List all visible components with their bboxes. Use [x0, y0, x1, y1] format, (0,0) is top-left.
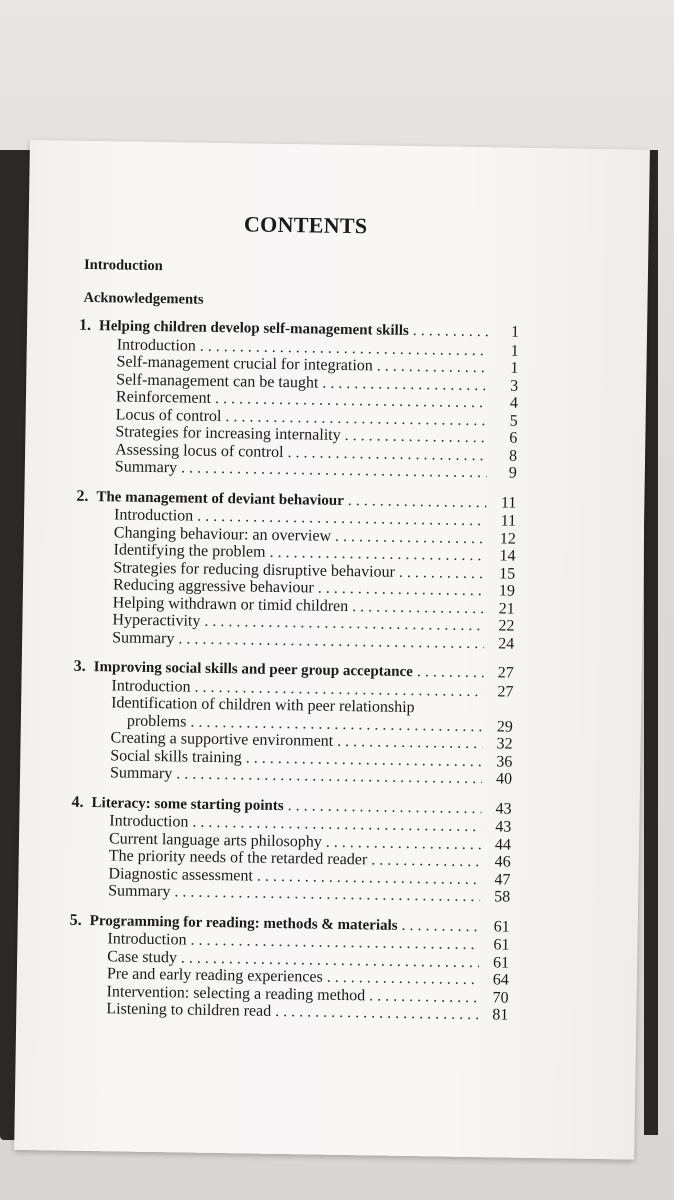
toc-entry-page-number: 27: [497, 682, 514, 701]
leader-dots: [178, 630, 484, 652]
leader-dots: [413, 322, 490, 341]
toc-entry-label: Social skills training: [110, 746, 243, 766]
leader-dots: [369, 987, 479, 1006]
chapter-number: 1.: [78, 316, 92, 334]
leader-dots: [348, 492, 487, 512]
toc-entry-page-number: 36: [496, 752, 513, 771]
toc-entry-label: Introduction: [113, 506, 194, 525]
toc-entry-label: Identifying the problem: [113, 541, 266, 561]
toc-entry-label: Summary: [109, 764, 173, 783]
leader-dots: [377, 357, 489, 376]
toc-entry-page-number: 32: [496, 735, 513, 753]
toc-entry-label: Intervention: selecting a reading method: [106, 982, 366, 1004]
toc-entry-page-number: 22: [498, 617, 515, 635]
toc-entry-page-number: 61: [493, 953, 510, 972]
toc-entry-page-number: 1: [510, 342, 519, 360]
toc-entry-label: Introduction: [109, 812, 189, 831]
leader-dots: [176, 765, 482, 787]
toc-entry-label: Helping withdrawn or timid children: [112, 593, 349, 615]
toc-entry-label: Introduction: [107, 930, 187, 949]
chapter-page-number: 1: [510, 323, 520, 341]
toc-entry-label: Summary: [112, 628, 175, 647]
leader-dots: [181, 459, 487, 481]
toc-entry-label: Hyperactivity: [112, 611, 201, 630]
toc-entry-label: Reducing aggressive behaviour: [112, 576, 314, 597]
leader-dots: [345, 427, 488, 447]
toc-entry-page-number: 44: [494, 835, 512, 854]
chapter-page-number: 61: [493, 917, 510, 936]
toc-entry-page-number: 58: [494, 888, 511, 906]
book-page: [14, 140, 650, 1160]
toc-entry-label: Self-management crucial for integration: [116, 353, 373, 375]
toc-entry-label: Assessing locus of control: [115, 440, 284, 461]
toc-entry-label: Locus of control: [115, 405, 222, 425]
front-matter-introduction: Introduction: [83, 256, 163, 275]
toc-entry-page-number: 1: [510, 359, 519, 377]
chapter-number: 2.: [76, 487, 89, 505]
toc-entry-page-number: 12: [499, 529, 516, 548]
toc-entry-page-number: 5: [509, 412, 518, 430]
toc-entry-page-number: 64: [492, 971, 509, 989]
chapter-page-number: 27: [497, 664, 514, 682]
chapter-title: Programming for reading: methods & materials: [89, 912, 398, 934]
toc-entry-page-number: 81: [492, 1006, 509, 1024]
chapter-page-number: 43: [495, 799, 512, 818]
toc-entry-page-number: 14: [499, 547, 516, 565]
toc-entry-label: problems: [126, 712, 187, 731]
toc-entry-page-number: 61: [493, 936, 510, 954]
toc-entry-label: Pre and early reading experiences: [106, 965, 323, 986]
toc-entry-label: Diagnostic assessment: [108, 864, 254, 885]
toc-entry-label: Introduction: [111, 676, 191, 696]
toc-entry-label: Case study: [107, 947, 178, 966]
leader-dots: [401, 916, 479, 935]
toc-entry-label: Reinforcement: [115, 388, 212, 407]
toc-entry-page-number: 9: [508, 464, 517, 482]
leader-dots: [174, 883, 480, 905]
toc-entry-label: Listening to children read: [106, 1000, 272, 1020]
toc-entry-page-number: 29: [496, 717, 513, 736]
toc-entry-label: Strategies for reducing disruptive behaviour: [113, 558, 396, 581]
leader-dots: [352, 598, 485, 618]
toc-entry-label: Changing behaviour: an overview: [113, 523, 332, 545]
toc-entry-page-number: 8: [508, 447, 518, 465]
toc-entry-label: Introduction: [116, 335, 197, 355]
page-title: CONTENTS: [243, 211, 368, 239]
toc-entry-page-number: 3: [510, 377, 519, 395]
toc-entry-page-number: 47: [494, 870, 511, 889]
leader-dots: [288, 797, 482, 818]
toc-entry-page-number: 70: [492, 988, 509, 1007]
front-matter-acknowledgements: Acknowledgements: [83, 289, 204, 308]
toc-entry-label-line: Identification of children with peer relationship: [111, 694, 415, 717]
chapter-number: 5.: [69, 911, 82, 929]
toc-entry-page-number: 6: [509, 429, 518, 447]
chapter-page-number: 11: [500, 493, 517, 512]
toc-entry-label: Summary: [108, 882, 171, 901]
toc-entry-page-number: 19: [498, 582, 516, 600]
toc-entry-label: The priority needs of the retarded reader: [108, 847, 368, 869]
toc-entry-page-number: 11: [500, 512, 517, 530]
toc-entry-label: Current language arts philosophy: [108, 829, 322, 851]
chapter-title: Improving social skills and peer group acceptance: [93, 659, 414, 681]
leader-dots: [399, 563, 486, 582]
chapter-number: 4.: [71, 793, 84, 811]
toc-entry-label: Strategies for increasing internality: [115, 423, 341, 444]
toc-entry-page-number: 40: [495, 770, 513, 788]
contents-section: [68, 209, 521, 1024]
chapter-number: 3.: [73, 657, 86, 675]
toc-entry-label: Summary: [114, 458, 178, 477]
leader-dots: [275, 1003, 478, 1024]
toc-entry-page-number: 21: [498, 599, 515, 618]
toc-entry-page-number: 43: [495, 818, 512, 836]
chapter-title: Helping children develop self-management skills: [98, 318, 409, 339]
leader-dots: [417, 663, 484, 682]
toc-entry-page-number: 24: [498, 634, 515, 653]
table-of-contents: [68, 317, 519, 1024]
leader-dots: [337, 733, 483, 753]
toc-entry-page-number: 46: [494, 853, 511, 871]
chapter-title: Literacy: some starting points: [91, 794, 284, 814]
toc-entry-label: Self-management can be taught: [116, 370, 319, 392]
toc-entry-label: Creating a supportive environment: [110, 729, 334, 750]
leader-dots: [371, 851, 481, 870]
chapter-title: The management of deviant behaviour: [96, 488, 345, 509]
toc-entry-page-number: 4: [509, 394, 519, 412]
toc-entry-page-number: 15: [499, 564, 516, 583]
